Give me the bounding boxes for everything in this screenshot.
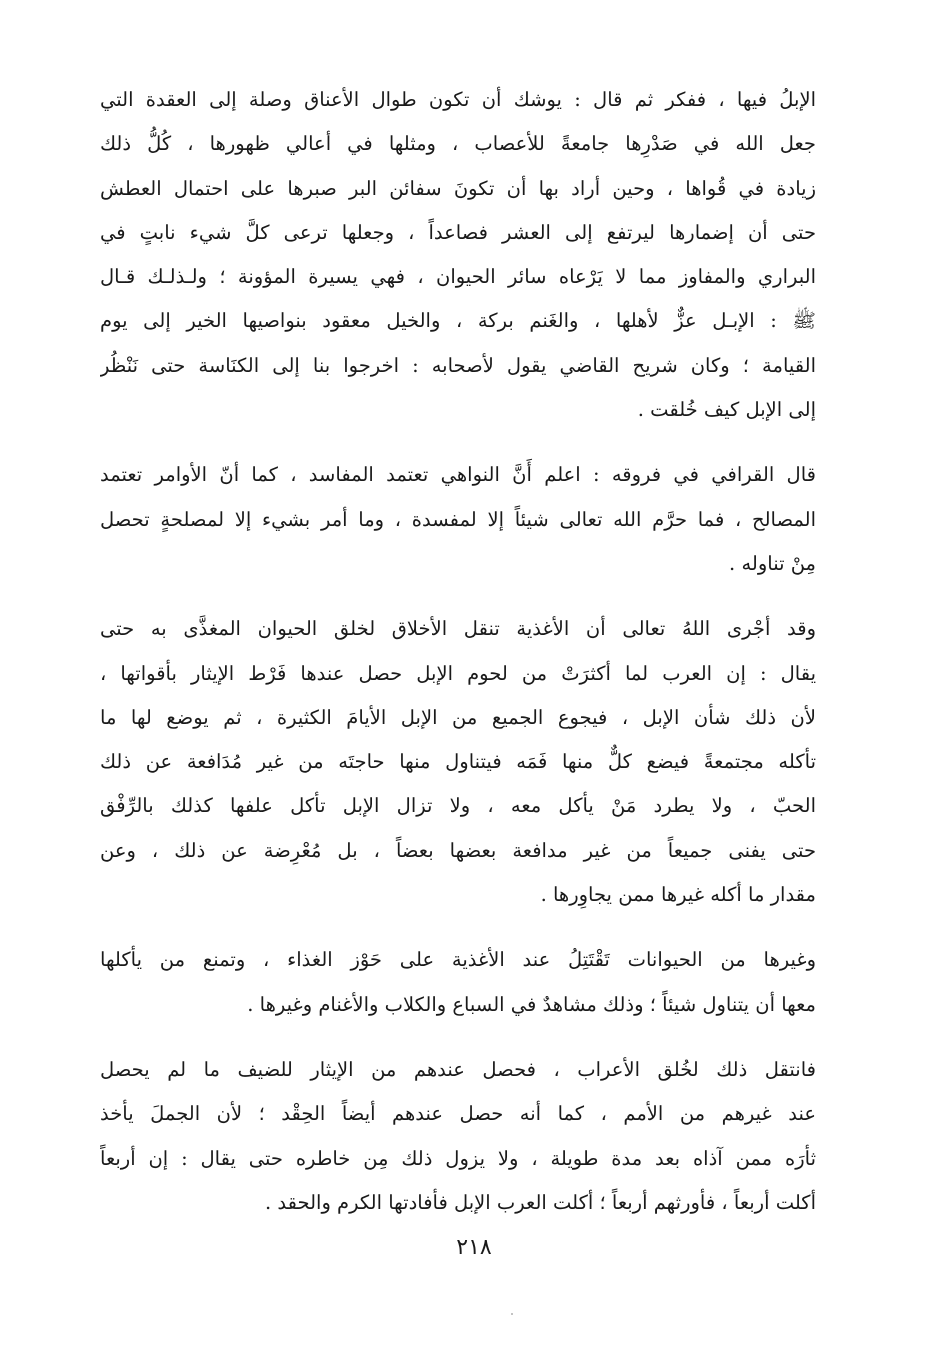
text-line: يقال : إن العرب لما أكثرَتْ من لحوم الإبل حصل عندها فَرْط الإيثار بأقواتها ، <box>100 661 816 685</box>
paragraph-bedouins <box>100 1048 816 1225</box>
text-line: لأن ذلك شأن الإبل ، فيجوع الجميع من الإبل الأيامَ الكثيرة ، ثم يوضع لها ما <box>100 705 816 729</box>
text-line: ثأرَه ممن آذاه بعد مدة طويلة ، ولا يزول ذلك مِن خاطره حتى يقال : إن أربعاً <box>100 1146 816 1170</box>
text-line: الإبلُ فيها ، ففكر ثم قال : يوشك أن تكون طوال الأعناق وصلة إلى العقدة التي <box>100 88 816 111</box>
text-line: ﷺ : الإبـل عزٌّ لأهلها ، والغَنم بركة ، والخيل معقود بنواصيها الخير إلى يوم <box>100 309 816 333</box>
text-line: الحبّ ، ولا يطرد مَنْ يأكل معه ، ولا تزال الإبل تأكل علفها كذلك بالرِّفْق <box>100 794 816 818</box>
text-line: وقد أجْرى اللهُ تعالى أن الأغذية تنقل الأخلاق لخلق الحيوان المغذَّى به حتى <box>100 617 816 641</box>
text-line: المصالح ، فما حرَّم الله تعالى شيئاً إلا لمفسدة ، وما أمر بشيء إلا لمصلحةٍ تحصل <box>100 507 816 531</box>
text-line: حتى يفنى جميعاً من غير مدافعة بعضها بعضاً ، بل مُعْرِضة عن ذلك ، وعن <box>100 838 816 862</box>
text-line: وغيرها من الحيوانات تَقْتَتِلُ عند الأغذية على حَوْز الغذاء ، وتمنع من يأكلها <box>100 948 816 972</box>
text-line: عند غيرهم من الأمم ، كما أنه حصل عندهم أيضاً الحِقْد ؛ لأن الجملَ يأخذ <box>100 1102 816 1126</box>
text-line: القيامة ؛ وكان شريح القاضي يقول لأصحابه : اخرجوا بنا إلى الكنَاسة حتى نَنْظُر <box>100 353 816 377</box>
text-line: تأكله مجتمعةً فيضع كلٌّ منها فَمَه فيتناول منها حاجتَه من غير مُدَافعة عن ذلك <box>100 750 816 774</box>
text-line: مقدار ما أكله غيرها ممن يجاوِرها . <box>540 883 816 907</box>
page-number: ٢١٨ <box>456 1235 492 1260</box>
text-line: مِنْ تناوله . <box>729 551 816 575</box>
text-line: فانتقل ذلك لخُلق الأعراب ، فحصل عندهم من الإيثار للضيف ما لم يحصل <box>100 1057 816 1081</box>
text-line: قال القرافي في فروقه : اعلم أَنَّ النواهي تعتمد المفاسد ، كما أنّ الأوامر تعتمد <box>100 463 816 487</box>
text-line: جعل الله في صَدْرِها جامعةً للأعصاب ، ومثلها في أعالي ظهورها ، كُلُّ ذلك <box>100 132 816 156</box>
paragraph-foods-morals <box>100 607 816 917</box>
page-body <box>100 78 816 1225</box>
text-line: حتى أن إضمارها ليرتفع إلى العشر فصاعداً ، وجعلها ترعى كلَّ شيء نابتٍ في <box>100 220 816 244</box>
text-line: إلى الإبل كيف خُلقت . <box>637 398 816 422</box>
paragraph-camels-necks <box>100 78 816 432</box>
paragraph-qarafi <box>100 453 816 586</box>
text-line: زيادة في قُواها ، وحين أراد بها أن تكونَ سفائن البر صبرها على احتمال العطش <box>100 176 816 200</box>
paragraph-other-animals <box>100 938 816 1027</box>
text-line: معها أن يتناول شيئاً ؛ وذلك مشاهدٌ في السباع والكلاب والأغنام وغيرها . <box>247 992 816 1016</box>
scan-speck <box>511 1313 513 1315</box>
text-line: البراري والمفاوز مما لا يَرْعاه سائر الحيوان ، فهي يسيرة المؤونة ؛ ولـذلـك قـال <box>100 265 816 289</box>
text-line: أكلت أربعاً ، فأورثهم أربعاً ؛ أكلت العرب الإبل فأفادتها الكرم والحقد . <box>265 1190 816 1214</box>
